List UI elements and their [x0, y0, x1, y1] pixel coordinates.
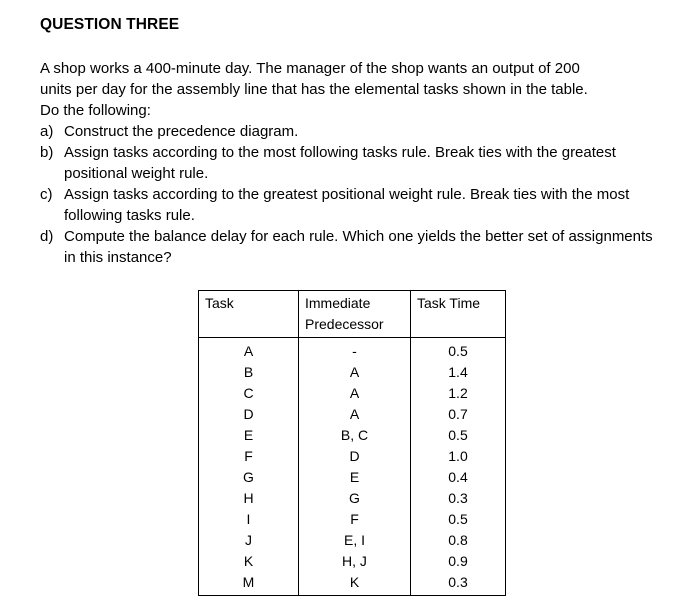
predecessor-column [299, 338, 411, 596]
task-cell: B [243, 364, 254, 380]
task-values [199, 338, 298, 595]
task-cell: I [246, 511, 251, 527]
time-cell: 0.5 [448, 427, 468, 443]
time-cell: 1.2 [448, 385, 468, 401]
predecessor-cell: E [349, 469, 360, 485]
time-cell: 1.0 [448, 448, 468, 464]
predecessor-cell: E, I [343, 532, 365, 548]
header-predecessor-line2: Predecessor [305, 316, 384, 332]
task-cell: G [243, 469, 254, 485]
item-marker: b) [40, 144, 54, 161]
task-cell: H [243, 490, 254, 506]
time-cell: 1.4 [448, 364, 468, 380]
predecessor-cell: B, C [340, 427, 369, 443]
task-cell: D [243, 406, 254, 422]
time-cell: 0.7 [448, 406, 468, 422]
item-marker: a) [40, 123, 54, 140]
item-text: Compute the balance delay for each rule. Which one yields the better set of assignments in this instance? [64, 228, 653, 266]
time-cell: 0.3 [448, 490, 468, 506]
predecessor-cell: A [349, 406, 360, 422]
time-cell: 0.3 [448, 574, 468, 590]
intro-line: A shop works a 400-minute day. The manager of the shop wants an output of 200 [40, 60, 580, 77]
time-cell: 0.5 [448, 343, 468, 359]
time-cell: 0.9 [448, 553, 468, 569]
predecessor-cell: K [349, 574, 360, 590]
task-item-c [40, 184, 660, 226]
question-intro [40, 58, 660, 121]
intro-line: units per day for the assembly line that has the elemental tasks shown in the table. [40, 81, 588, 98]
time-values [411, 338, 505, 595]
table-header-row [199, 291, 506, 338]
item-marker: d) [40, 228, 54, 245]
task-cell: M [242, 574, 255, 590]
task-cell: A [243, 343, 254, 359]
predecessor-cell: H, J [342, 553, 367, 569]
header-time-label: Task Time [417, 295, 481, 311]
task-column [199, 338, 299, 596]
table-body-row [199, 338, 506, 596]
task-item-a [40, 121, 660, 142]
header-predecessor-line1: Immediate [305, 295, 371, 311]
item-marker: c) [40, 186, 53, 203]
item-text: Construct the precedence diagram. [64, 123, 299, 140]
task-cell: K [243, 553, 254, 569]
task-cell: C [243, 385, 254, 401]
task-cell: J [245, 532, 252, 548]
intro-line: Do the following: [40, 102, 151, 119]
time-cell: 0.4 [448, 469, 468, 485]
task-item-b [40, 142, 660, 184]
predecessor-cell: D [349, 448, 360, 464]
header-predecessor [299, 291, 411, 338]
predecessor-cell: A [349, 364, 360, 380]
predecessor-cell: - [352, 343, 357, 359]
time-cell: 0.5 [448, 511, 468, 527]
predecessor-cell: F [350, 511, 359, 527]
task-list [40, 121, 660, 268]
header-time [411, 291, 506, 338]
header-task-label: Task [205, 295, 234, 311]
predecessor-values [299, 338, 410, 595]
time-cell: 0.8 [448, 532, 468, 548]
task-cell: E [243, 427, 254, 443]
task-cell: F [244, 448, 253, 464]
time-column [411, 338, 506, 596]
question-heading: QUESTION THREE [40, 16, 180, 33]
task-table [198, 290, 506, 596]
task-item-d [40, 226, 660, 268]
item-text: Assign tasks according to the most following tasks rule. Break ties with the greatest positional weight rule. [64, 144, 616, 182]
predecessor-cell: A [349, 385, 360, 401]
predecessor-cell: G [349, 490, 360, 506]
item-text: Assign tasks according to the greatest positional weight rule. Break ties with the most following tasks rule. [64, 186, 630, 224]
header-task [199, 291, 299, 338]
